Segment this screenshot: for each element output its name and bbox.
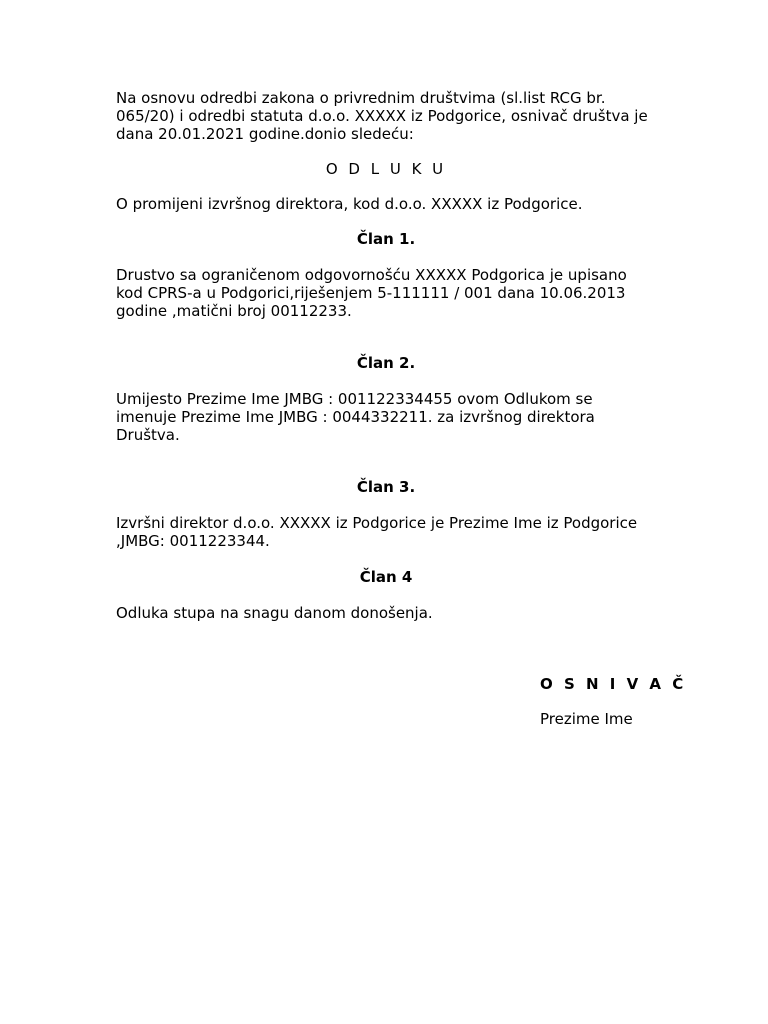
signature-name: Prezime Ime (540, 710, 633, 728)
subject-line: O promijeni izvršnog direktora, kod d.o.o. XXXXX iz Podgorice. (116, 195, 583, 213)
article-4-heading: Član 4 (359, 568, 413, 586)
article-1-text: Drustvo sa ograničenom odgovornošću XXXXX Podgorica je upisano kod CPRS-a u Podgorici,riješenjem 5-111111 / 001 dana 10.06.2013 godine ,matični broj 00112233. (116, 266, 627, 320)
article-3-heading: Član 3. (356, 478, 416, 496)
article-2-heading: Član 2. (356, 354, 416, 372)
article-1-heading: Član 1. (356, 230, 416, 248)
article-4-text: Odluka stupa na snagu danom donošenja. (116, 604, 433, 622)
intro-paragraph: Na osnovu odredbi zakona o privrednim društvima (sl.list RCG br. 065/20) i odredbi statuta d.o.o. XXXXX iz Podgorice, osnivač društva je dana 20.01.2021 godine.donio sledeću: (116, 89, 648, 143)
article-3-text: Izvršni direktor d.o.o. XXXXX iz Podgorice je Prezime Ime iz Podgorice ,JMBG: 0011223344. (116, 514, 638, 550)
signature-title: O S N I V A Č (540, 675, 687, 693)
decision-title: O D L U K U (325, 160, 447, 178)
article-2-text: Umijesto Prezime Ime JMBG : 001122334455 ovom Odlukom se imenuje Prezime Ime JMBG : 0044332211. za izvršnog direktora Društva. (116, 390, 595, 444)
